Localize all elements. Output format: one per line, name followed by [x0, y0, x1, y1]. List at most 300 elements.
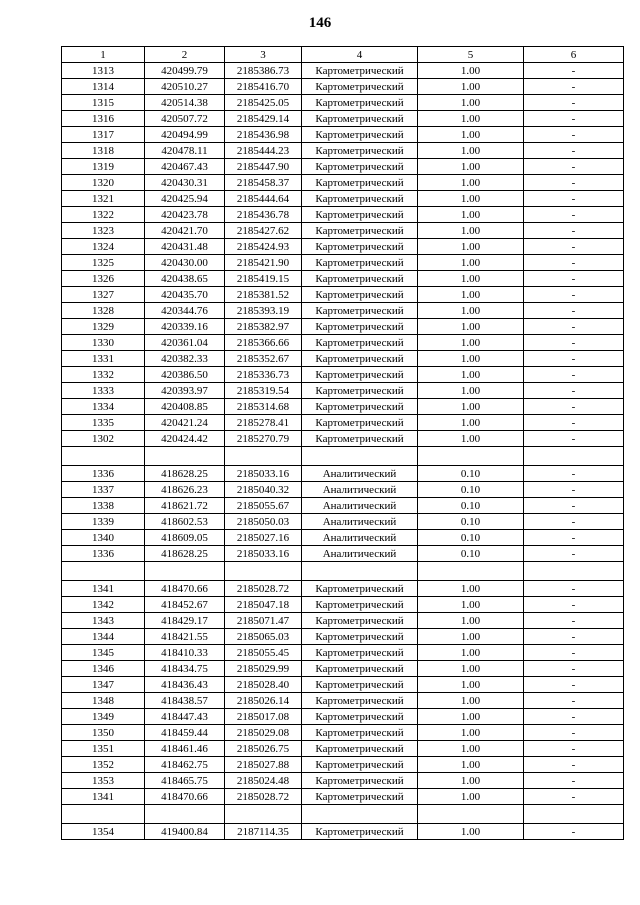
method-cell: Картометрический [302, 239, 418, 255]
point-number-cell: 1333 [62, 383, 145, 399]
method-cell: Картометрический [302, 613, 418, 629]
note-cell: - [524, 789, 624, 805]
note-cell: - [524, 466, 624, 482]
x-coordinate-cell: 420510.27 [145, 79, 225, 95]
x-coordinate-cell [145, 562, 225, 581]
accuracy-cell: 1.00 [418, 629, 524, 645]
note-cell: - [524, 415, 624, 431]
table-row [62, 239, 624, 255]
note-cell: - [524, 127, 624, 143]
table-row [62, 95, 624, 111]
note-cell: - [524, 581, 624, 597]
table-row [62, 303, 624, 319]
point-number-cell: 1315 [62, 95, 145, 111]
x-coordinate-cell: 420478.11 [145, 143, 225, 159]
method-cell: Картометрический [302, 127, 418, 143]
y-coordinate-cell [225, 562, 302, 581]
method-cell: Картометрический [302, 383, 418, 399]
x-coordinate-cell: 418609.05 [145, 530, 225, 546]
table-row [62, 757, 624, 773]
note-cell: - [524, 95, 624, 111]
method-cell: Картометрический [302, 63, 418, 79]
note-cell: - [524, 741, 624, 757]
method-cell: Аналитический [302, 530, 418, 546]
accuracy-cell [418, 447, 524, 466]
accuracy-cell: 1.00 [418, 159, 524, 175]
accuracy-cell: 1.00 [418, 63, 524, 79]
y-coordinate-cell: 2185028.72 [225, 789, 302, 805]
accuracy-cell: 1.00 [418, 399, 524, 415]
table-row [62, 207, 624, 223]
accuracy-cell: 1.00 [418, 111, 524, 127]
table-row [62, 789, 624, 805]
point-number-cell: 1332 [62, 367, 145, 383]
accuracy-cell: 1.00 [418, 207, 524, 223]
method-cell: Аналитический [302, 514, 418, 530]
note-cell: - [524, 693, 624, 709]
x-coordinate-cell: 418626.23 [145, 482, 225, 498]
table-row [62, 629, 624, 645]
x-coordinate-cell: 420408.85 [145, 399, 225, 415]
note-cell [524, 562, 624, 581]
method-cell: Картометрический [302, 367, 418, 383]
y-coordinate-cell: 2185352.67 [225, 351, 302, 367]
accuracy-cell: 1.00 [418, 383, 524, 399]
point-number-cell: 1331 [62, 351, 145, 367]
x-coordinate-cell: 420423.78 [145, 207, 225, 223]
x-coordinate-cell: 420438.65 [145, 271, 225, 287]
point-number-cell: 1341 [62, 581, 145, 597]
x-coordinate-cell: 419400.84 [145, 824, 225, 840]
note-cell: - [524, 546, 624, 562]
table-row [62, 159, 624, 175]
table-row [62, 482, 624, 498]
table-row [62, 514, 624, 530]
point-number-cell: 1337 [62, 482, 145, 498]
table-body [62, 63, 624, 840]
point-number-cell [62, 805, 145, 824]
x-coordinate-cell: 420339.16 [145, 319, 225, 335]
x-coordinate-cell: 420430.00 [145, 255, 225, 271]
x-coordinate-cell: 420344.76 [145, 303, 225, 319]
y-coordinate-cell: 2185047.18 [225, 597, 302, 613]
y-coordinate-cell: 2185029.08 [225, 725, 302, 741]
y-coordinate-cell: 2185033.16 [225, 546, 302, 562]
point-number-cell: 1325 [62, 255, 145, 271]
note-cell: - [524, 159, 624, 175]
note-cell: - [524, 255, 624, 271]
method-cell: Картометрический [302, 725, 418, 741]
note-cell: - [524, 143, 624, 159]
method-cell: Картометрический [302, 303, 418, 319]
point-number-cell: 1330 [62, 335, 145, 351]
accuracy-cell [418, 562, 524, 581]
x-coordinate-cell: 418452.67 [145, 597, 225, 613]
method-cell: Картометрический [302, 111, 418, 127]
point-number-cell: 1345 [62, 645, 145, 661]
table-row [62, 546, 624, 562]
table-row [62, 530, 624, 546]
x-coordinate-cell: 418421.55 [145, 629, 225, 645]
y-coordinate-cell: 2185065.03 [225, 629, 302, 645]
method-cell: Картометрический [302, 95, 418, 111]
table-row [62, 709, 624, 725]
y-coordinate-cell: 2185278.41 [225, 415, 302, 431]
method-cell: Картометрический [302, 581, 418, 597]
x-coordinate-cell: 418436.43 [145, 677, 225, 693]
y-coordinate-cell: 2185366.66 [225, 335, 302, 351]
method-cell: Картометрический [302, 175, 418, 191]
method-cell: Картометрический [302, 287, 418, 303]
point-number-cell: 1323 [62, 223, 145, 239]
x-coordinate-cell: 418434.75 [145, 661, 225, 677]
x-coordinate-cell: 418621.72 [145, 498, 225, 514]
method-cell [302, 447, 418, 466]
note-cell: - [524, 367, 624, 383]
table-row [62, 287, 624, 303]
note-cell: - [524, 757, 624, 773]
table-header-row [62, 47, 624, 63]
method-cell: Аналитический [302, 546, 418, 562]
accuracy-cell: 1.00 [418, 581, 524, 597]
accuracy-cell: 1.00 [418, 757, 524, 773]
accuracy-cell: 1.00 [418, 789, 524, 805]
accuracy-cell: 1.00 [418, 303, 524, 319]
table-row [62, 805, 624, 824]
point-number-cell: 1348 [62, 693, 145, 709]
y-coordinate-cell: 2185027.88 [225, 757, 302, 773]
table-row [62, 383, 624, 399]
x-coordinate-cell: 418438.57 [145, 693, 225, 709]
point-number-cell: 1347 [62, 677, 145, 693]
table-row [62, 741, 624, 757]
method-cell: Аналитический [302, 498, 418, 514]
method-cell: Картометрический [302, 143, 418, 159]
table-row [62, 223, 624, 239]
table-row [62, 79, 624, 95]
table-row [62, 773, 624, 789]
method-cell: Картометрический [302, 223, 418, 239]
point-number-cell: 1340 [62, 530, 145, 546]
point-number-cell: 1354 [62, 824, 145, 840]
note-cell [524, 447, 624, 466]
table-row [62, 191, 624, 207]
y-coordinate-cell: 2185424.93 [225, 239, 302, 255]
accuracy-cell: 0.10 [418, 498, 524, 514]
table-row [62, 399, 624, 415]
y-coordinate-cell: 2185024.48 [225, 773, 302, 789]
x-coordinate-cell: 420514.38 [145, 95, 225, 111]
y-coordinate-cell: 2185444.64 [225, 191, 302, 207]
method-cell: Картометрический [302, 255, 418, 271]
x-coordinate-cell: 418429.17 [145, 613, 225, 629]
accuracy-cell: 1.00 [418, 645, 524, 661]
x-coordinate-cell: 418447.43 [145, 709, 225, 725]
table-row [62, 645, 624, 661]
note-cell: - [524, 824, 624, 840]
table-row [62, 415, 624, 431]
note-cell: - [524, 319, 624, 335]
method-cell: Картометрический [302, 319, 418, 335]
accuracy-cell: 1.00 [418, 725, 524, 741]
accuracy-cell: 1.00 [418, 693, 524, 709]
x-coordinate-cell: 420435.70 [145, 287, 225, 303]
method-cell: Картометрический [302, 773, 418, 789]
x-coordinate-cell: 420499.79 [145, 63, 225, 79]
accuracy-cell: 0.10 [418, 466, 524, 482]
method-cell: Аналитический [302, 466, 418, 482]
table-row [62, 335, 624, 351]
accuracy-cell: 1.00 [418, 127, 524, 143]
method-cell: Картометрический [302, 824, 418, 840]
x-coordinate-cell: 420425.94 [145, 191, 225, 207]
point-number-cell: 1328 [62, 303, 145, 319]
note-cell [524, 805, 624, 824]
accuracy-cell: 0.10 [418, 546, 524, 562]
method-cell: Картометрический [302, 645, 418, 661]
point-number-cell: 1342 [62, 597, 145, 613]
point-number-cell: 1353 [62, 773, 145, 789]
point-number-cell: 1302 [62, 431, 145, 447]
y-coordinate-cell: 2185028.72 [225, 581, 302, 597]
point-number-cell: 1329 [62, 319, 145, 335]
point-number-cell: 1316 [62, 111, 145, 127]
x-coordinate-cell: 420430.31 [145, 175, 225, 191]
x-coordinate-cell: 420361.04 [145, 335, 225, 351]
point-number-cell: 1320 [62, 175, 145, 191]
y-coordinate-cell: 2185017.08 [225, 709, 302, 725]
x-coordinate-cell: 418461.46 [145, 741, 225, 757]
method-cell: Картометрический [302, 351, 418, 367]
point-number-cell: 1343 [62, 613, 145, 629]
method-cell: Картометрический [302, 415, 418, 431]
x-coordinate-cell: 418628.25 [145, 546, 225, 562]
y-coordinate-cell [225, 447, 302, 466]
table-row [62, 143, 624, 159]
table-row [62, 127, 624, 143]
column-header: 6 [524, 47, 624, 63]
y-coordinate-cell: 2187114.35 [225, 824, 302, 840]
note-cell: - [524, 399, 624, 415]
note-cell: - [524, 645, 624, 661]
method-cell: Картометрический [302, 159, 418, 175]
point-number-cell: 1334 [62, 399, 145, 415]
note-cell: - [524, 223, 624, 239]
table-row [62, 581, 624, 597]
accuracy-cell: 1.00 [418, 287, 524, 303]
point-number-cell: 1336 [62, 466, 145, 482]
point-number-cell: 1338 [62, 498, 145, 514]
y-coordinate-cell: 2185050.03 [225, 514, 302, 530]
point-number-cell: 1339 [62, 514, 145, 530]
note-cell: - [524, 287, 624, 303]
y-coordinate-cell: 2185444.23 [225, 143, 302, 159]
table-row [62, 677, 624, 693]
method-cell: Картометрический [302, 597, 418, 613]
accuracy-cell: 1.00 [418, 175, 524, 191]
accuracy-cell: 1.00 [418, 271, 524, 287]
accuracy-cell: 1.00 [418, 773, 524, 789]
table-row [62, 271, 624, 287]
point-number-cell: 1352 [62, 757, 145, 773]
point-number-cell: 1351 [62, 741, 145, 757]
accuracy-cell: 1.00 [418, 335, 524, 351]
table-row [62, 447, 624, 466]
method-cell: Картометрический [302, 693, 418, 709]
table-row [62, 613, 624, 629]
x-coordinate-cell: 420431.48 [145, 239, 225, 255]
table-row [62, 562, 624, 581]
x-coordinate-cell: 418410.33 [145, 645, 225, 661]
note-cell: - [524, 383, 624, 399]
x-coordinate-cell: 418470.66 [145, 789, 225, 805]
y-coordinate-cell: 2185040.32 [225, 482, 302, 498]
y-coordinate-cell: 2185055.45 [225, 645, 302, 661]
method-cell: Картометрический [302, 431, 418, 447]
accuracy-cell: 1.00 [418, 709, 524, 725]
table-row [62, 319, 624, 335]
y-coordinate-cell: 2185393.19 [225, 303, 302, 319]
point-number-cell: 1314 [62, 79, 145, 95]
point-number-cell: 1318 [62, 143, 145, 159]
method-cell: Картометрический [302, 709, 418, 725]
table-row [62, 351, 624, 367]
point-number-cell: 1317 [62, 127, 145, 143]
note-cell: - [524, 514, 624, 530]
y-coordinate-cell: 2185026.75 [225, 741, 302, 757]
method-cell: Картометрический [302, 335, 418, 351]
column-header: 3 [225, 47, 302, 63]
point-number-cell [62, 447, 145, 466]
point-number-cell: 1322 [62, 207, 145, 223]
note-cell: - [524, 530, 624, 546]
y-coordinate-cell: 2185419.15 [225, 271, 302, 287]
point-number-cell: 1346 [62, 661, 145, 677]
y-coordinate-cell: 2185427.62 [225, 223, 302, 239]
accuracy-cell: 0.10 [418, 530, 524, 546]
accuracy-cell: 1.00 [418, 79, 524, 95]
x-coordinate-cell: 420386.50 [145, 367, 225, 383]
note-cell: - [524, 63, 624, 79]
x-coordinate-cell [145, 447, 225, 466]
x-coordinate-cell: 418602.53 [145, 514, 225, 530]
table-row [62, 725, 624, 741]
x-coordinate-cell: 420494.99 [145, 127, 225, 143]
accuracy-cell: 1.00 [418, 255, 524, 271]
column-header: 2 [145, 47, 225, 63]
point-number-cell: 1324 [62, 239, 145, 255]
method-cell: Картометрический [302, 629, 418, 645]
y-coordinate-cell: 2185270.79 [225, 431, 302, 447]
point-number-cell: 1336 [62, 546, 145, 562]
note-cell: - [524, 613, 624, 629]
point-number-cell: 1321 [62, 191, 145, 207]
y-coordinate-cell: 2185416.70 [225, 79, 302, 95]
accuracy-cell: 1.00 [418, 95, 524, 111]
accuracy-cell: 1.00 [418, 223, 524, 239]
table-row [62, 255, 624, 271]
y-coordinate-cell: 2185071.47 [225, 613, 302, 629]
table-row [62, 661, 624, 677]
table-row [62, 693, 624, 709]
method-cell: Картометрический [302, 757, 418, 773]
note-cell: - [524, 725, 624, 741]
table-row [62, 175, 624, 191]
note-cell: - [524, 271, 624, 287]
method-cell: Картометрический [302, 677, 418, 693]
column-header: 4 [302, 47, 418, 63]
x-coordinate-cell [145, 805, 225, 824]
x-coordinate-cell: 420393.97 [145, 383, 225, 399]
point-number-cell: 1335 [62, 415, 145, 431]
note-cell: - [524, 482, 624, 498]
point-number-cell: 1327 [62, 287, 145, 303]
point-number-cell: 1350 [62, 725, 145, 741]
note-cell: - [524, 303, 624, 319]
point-number-cell: 1319 [62, 159, 145, 175]
accuracy-cell: 1.00 [418, 661, 524, 677]
note-cell: - [524, 79, 624, 95]
method-cell: Картометрический [302, 271, 418, 287]
y-coordinate-cell: 2185055.67 [225, 498, 302, 514]
accuracy-cell: 1.00 [418, 415, 524, 431]
note-cell: - [524, 498, 624, 514]
method-cell: Картометрический [302, 789, 418, 805]
y-coordinate-cell: 2185425.05 [225, 95, 302, 111]
method-cell: Картометрический [302, 191, 418, 207]
x-coordinate-cell: 418462.75 [145, 757, 225, 773]
y-coordinate-cell: 2185436.78 [225, 207, 302, 223]
accuracy-cell: 1.00 [418, 677, 524, 693]
method-cell [302, 805, 418, 824]
note-cell: - [524, 773, 624, 789]
x-coordinate-cell: 418459.44 [145, 725, 225, 741]
table-row [62, 111, 624, 127]
y-coordinate-cell: 2185029.99 [225, 661, 302, 677]
y-coordinate-cell: 2185436.98 [225, 127, 302, 143]
note-cell: - [524, 111, 624, 127]
x-coordinate-cell: 418470.66 [145, 581, 225, 597]
y-coordinate-cell: 2185027.16 [225, 530, 302, 546]
method-cell: Картометрический [302, 399, 418, 415]
table-row [62, 367, 624, 383]
y-coordinate-cell: 2185447.90 [225, 159, 302, 175]
y-coordinate-cell: 2185319.54 [225, 383, 302, 399]
y-coordinate-cell: 2185026.14 [225, 693, 302, 709]
accuracy-cell: 1.00 [418, 824, 524, 840]
note-cell: - [524, 677, 624, 693]
table-row [62, 824, 624, 840]
column-header: 5 [418, 47, 524, 63]
x-coordinate-cell: 420382.33 [145, 351, 225, 367]
accuracy-cell: 1.00 [418, 597, 524, 613]
column-header: 1 [62, 47, 145, 63]
accuracy-cell: 1.00 [418, 319, 524, 335]
y-coordinate-cell: 2185314.68 [225, 399, 302, 415]
point-number-cell: 1341 [62, 789, 145, 805]
note-cell: - [524, 239, 624, 255]
note-cell: - [524, 709, 624, 725]
y-coordinate-cell: 2185429.14 [225, 111, 302, 127]
accuracy-cell: 0.10 [418, 482, 524, 498]
x-coordinate-cell: 420421.70 [145, 223, 225, 239]
page-number: 146 [308, 15, 332, 31]
method-cell: Картометрический [302, 661, 418, 677]
accuracy-cell: 1.00 [418, 351, 524, 367]
note-cell: - [524, 207, 624, 223]
y-coordinate-cell: 2185382.97 [225, 319, 302, 335]
y-coordinate-cell: 2185421.90 [225, 255, 302, 271]
